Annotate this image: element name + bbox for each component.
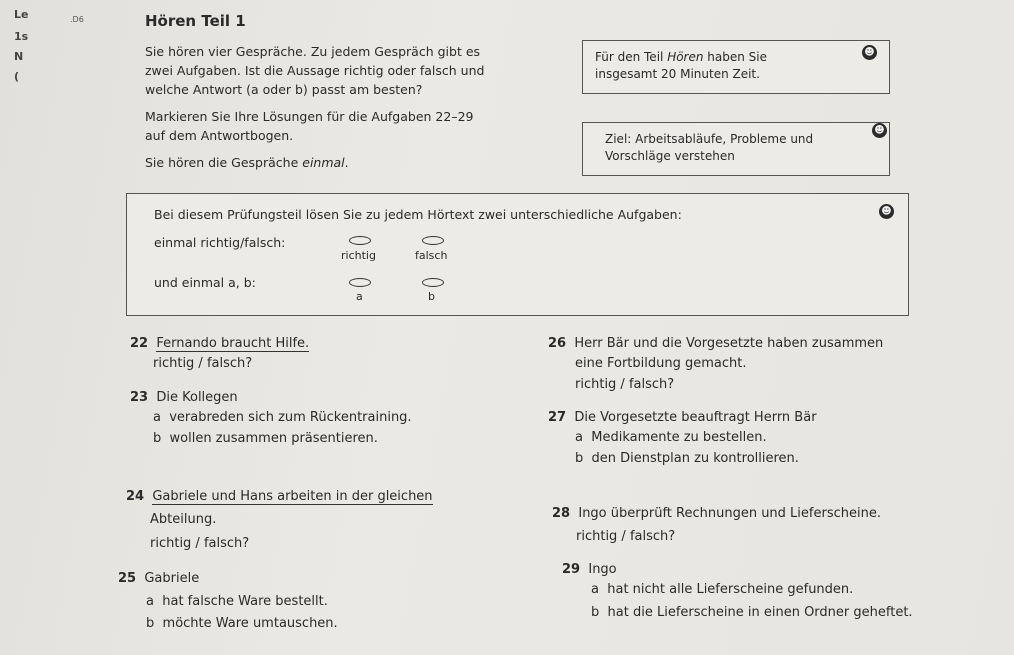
option-text: hat falsche Ware bestellt. [162,594,328,609]
task-number: 28 [552,506,571,521]
task-25-option-a [146,594,328,609]
option-label: b [428,290,435,303]
goal-line-1: Ziel: Arbeitsabläufe, Probleme und [605,132,814,146]
option-letter: a [146,594,154,609]
task-27 [548,410,817,425]
time-emphasis: Hören [667,50,704,64]
answer-circle [349,278,371,287]
task-statement: Die Vorgesetzte beauftragt Herrn Bär [574,410,817,425]
option-letter: a [591,582,599,597]
task-statement: Fernando braucht Hilfe. [156,336,310,351]
task-24 [126,489,433,504]
smiley-icon: ☻ [862,45,877,60]
option-text: hat nicht alle Lieferscheine gefunden. [607,582,854,597]
task-number: 24 [126,489,145,504]
margin-tag: .D6 [70,15,84,24]
option-label: a [356,290,363,303]
time-info-box [582,40,890,94]
option-text: Medikamente zu bestellen. [591,430,767,445]
task-format-box [126,193,909,316]
task-number: 25 [118,571,137,586]
margin-text-1: Le [14,8,29,21]
task-29 [562,562,617,577]
time-text: haben Sie [703,50,768,64]
task-statement: Die Kollegen [156,390,238,405]
instruction-emphasis: einmal [302,155,345,170]
option-text: den Dienstplan zu kontrollieren. [591,451,799,466]
option-label: falsch [415,249,448,262]
task-26 [548,336,883,351]
instruction-line: zwei Aufgaben. Ist die Aussage richtig oder falsch und [145,63,485,78]
instruction-line: welche Antwort (a oder b) passt am besten? [145,82,423,97]
page-title: Hören Teil 1 [145,12,246,30]
task-statement: Gabriele und Hans arbeiten in der gleichen [152,489,433,504]
task-23-option-b [153,431,378,446]
task-23 [130,390,238,405]
answer-circle [349,236,371,245]
option-label: richtig [341,249,376,262]
task-28-answer: richtig / falsch? [576,529,676,544]
task-26-continued: eine Fortbildung gemacht. [575,356,747,371]
margin-text-4: ( [14,70,20,83]
time-line-2: insgesamt 20 Minuten Zeit. [595,67,760,81]
task-number: 27 [548,410,567,425]
instruction-line: auf dem Antwortbogen. [145,128,294,143]
smiley-icon: ☻ [879,204,894,219]
task-23-option-a [153,410,412,425]
task-statement: Herr Bär und die Vorgesetzte haben zusammen [574,336,884,351]
instruction-text: Sie hören die Gespräche [145,155,303,170]
task-22 [130,336,309,351]
format-row-label: einmal richtig/falsch: [154,235,286,250]
option-text: hat die Lieferscheine in einen Ordner geheftet. [607,605,913,620]
option-text: verabreden sich zum Rückentraining. [169,410,412,425]
option-letter: a [575,430,583,445]
time-line-1 [595,48,767,66]
task-22-answer: richtig / falsch? [153,356,253,371]
goal-line-2: Vorschläge verstehen [605,149,735,163]
task-format-heading: Bei diesem Prüfungsteil lösen Sie zu jedem Hörtext zwei unterschiedliche Aufgaben: [154,207,682,222]
smiley-icon: ☻ [872,123,887,138]
option-text: möchte Ware umtauschen. [162,616,338,631]
task-number: 23 [130,390,149,405]
instruction-line: Markieren Sie Ihre Lösungen für die Aufgaben 22–29 [145,109,474,124]
option-letter: b [146,616,155,631]
task-24-answer: richtig / falsch? [150,536,250,551]
option-letter: b [153,431,162,446]
task-statement: Gabriele [144,571,200,586]
task-27-option-b [575,451,799,466]
option-text: wollen zusammen präsentieren. [169,431,378,446]
task-27-option-a [575,430,767,445]
task-29-option-a [591,582,853,597]
margin-text-3: N [14,50,24,63]
instruction-text: . [344,155,349,170]
option-letter: b [591,605,600,620]
time-text: Für den Teil [595,50,668,64]
format-row-label: und einmal a, b: [154,275,256,290]
instruction-line [145,153,565,172]
answer-circle [422,278,444,287]
task-26-answer: richtig / falsch? [575,377,675,392]
task-28 [552,506,881,521]
task-25 [118,571,199,586]
margin-text-2: 1s [14,30,29,43]
task-number: 22 [130,336,149,351]
task-25-option-b [146,616,338,631]
task-number: 29 [562,562,581,577]
option-letter: a [153,410,161,425]
task-statement: Ingo [588,562,617,577]
task-statement: Ingo überprüft Rechnungen und Lieferscheine. [578,506,881,521]
instruction-line: Sie hören vier Gespräche. Zu jedem Gespräch gibt es [145,44,481,59]
task-29-option-b [591,605,913,620]
instructions [145,42,565,172]
option-letter: b [575,451,584,466]
task-24-continued: Abteilung. [150,512,217,527]
task-number: 26 [548,336,567,351]
goal-info-box [582,122,890,176]
answer-circle [422,236,444,245]
